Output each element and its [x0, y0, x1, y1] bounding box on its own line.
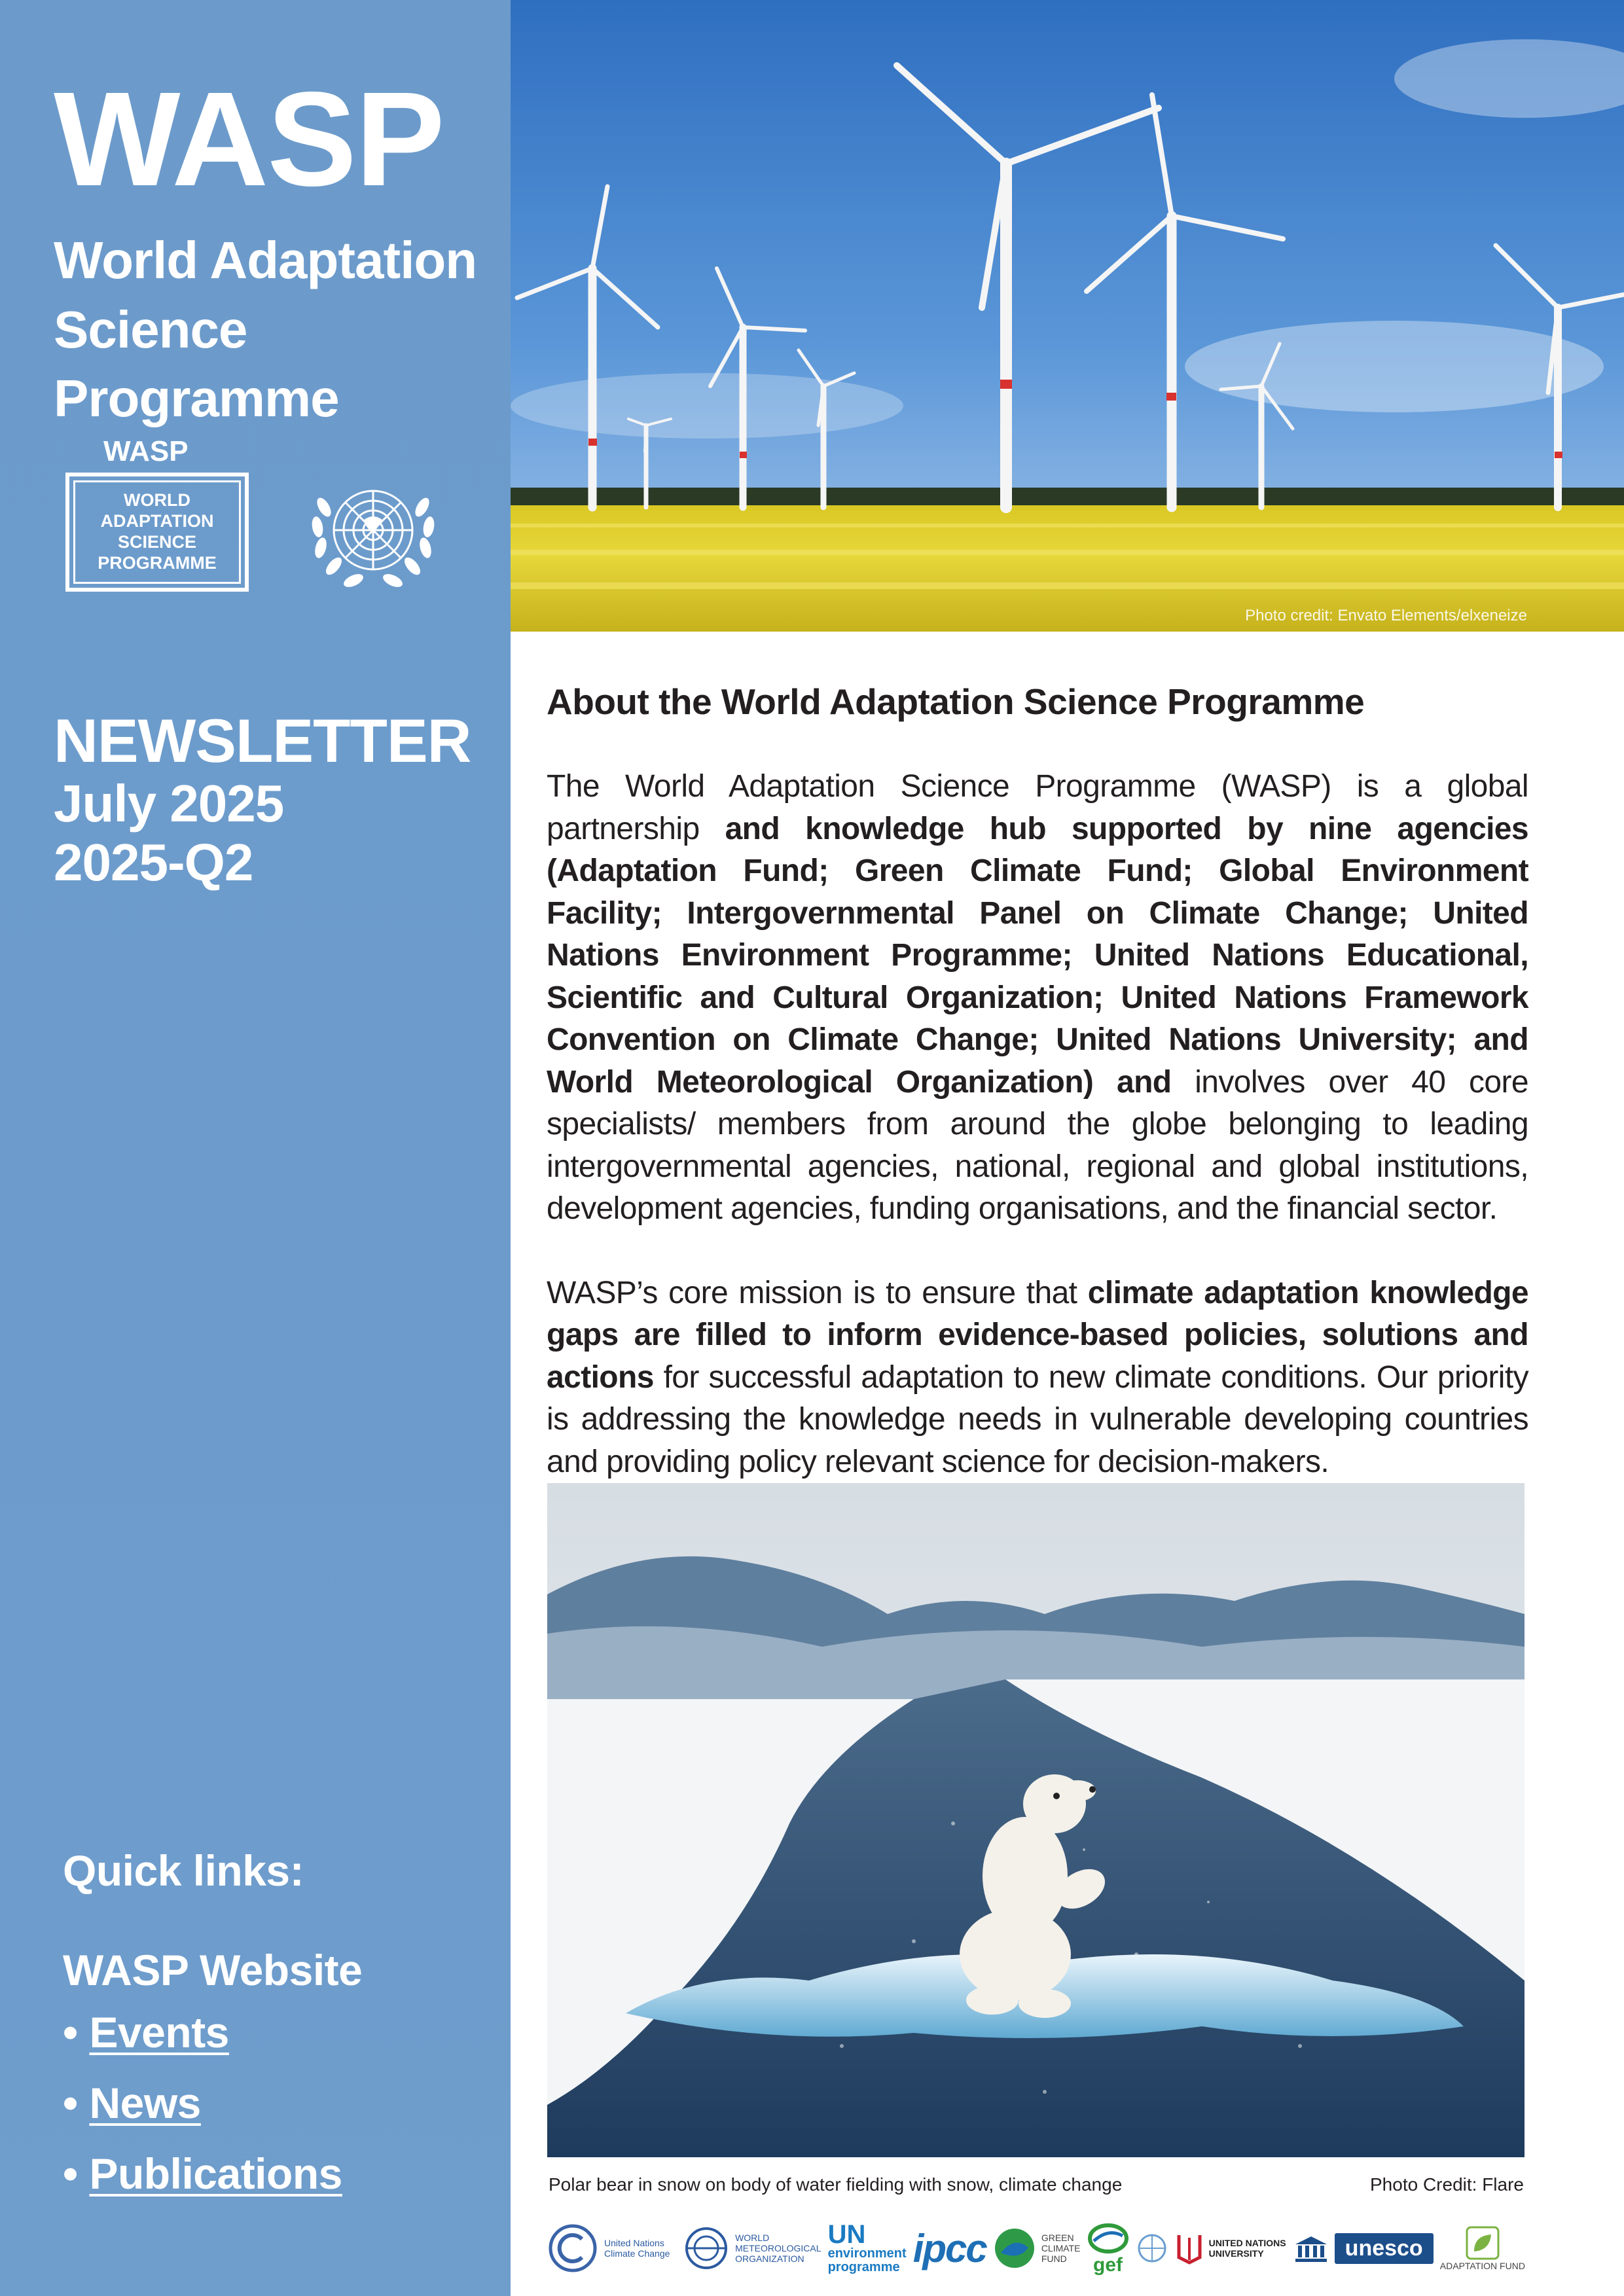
- para1-text: The World Adaptation Science Programme (WASP) is a global partnership: [547, 769, 1528, 846]
- quick-link-publications: [63, 2149, 362, 2198]
- bullet: •: [63, 2149, 78, 2198]
- un-emblem-icon: [298, 468, 448, 596]
- unesco-temple-icon: [1293, 2234, 1329, 2263]
- gef-logo: [1087, 2221, 1129, 2275]
- wasp-logo-label: WASP: [103, 435, 189, 467]
- unfccc-label: United Nations Climate Change: [604, 2237, 670, 2259]
- wasp-logo: [65, 473, 249, 592]
- brand-subtitle-line-2: Science Programme: [54, 300, 339, 428]
- wmo-logo: [683, 2225, 821, 2272]
- gcf-label: [1041, 2233, 1081, 2264]
- quick-links-title: Quick links:: [63, 1846, 304, 1895]
- bear-photo-credit: Photo Credit: Flare: [1370, 2174, 1524, 2195]
- brand-subtitle-line-1: World Adaptation: [54, 231, 477, 289]
- unfccc-emblem-icon: [547, 2222, 599, 2274]
- unesco-logo: [1293, 2233, 1434, 2264]
- wmo-label: [735, 2233, 821, 2264]
- ipcc-logo: [913, 2226, 986, 2271]
- para2-text-end: for successful adaptation to new climate conditions. Our priority is addressing the knowledge needs in vulnerable developing countries and providing policy relevant science for decision-makers.: [547, 1359, 1528, 1479]
- wmo-label-line: ORGANIZATION: [735, 2253, 804, 2265]
- bear-photo-caption-row: [549, 2174, 1524, 2195]
- brand-subtitle: [54, 226, 511, 433]
- adaptation-fund-label: ADAPTATION FUND: [1439, 2261, 1525, 2271]
- wind-turbines-photo: [511, 0, 1624, 632]
- polar-bear-illustration: [547, 1483, 1525, 2157]
- adaptation-fund-leaf-icon: [1465, 2225, 1500, 2261]
- sidebar: [0, 0, 511, 2296]
- wasp-website-link[interactable]: WASP Website: [63, 1946, 363, 1994]
- partner-logos: [547, 2212, 1525, 2284]
- wasp-logo-line: SCIENCE: [117, 532, 197, 552]
- news-link[interactable]: News: [89, 2079, 201, 2127]
- para1-bold: and knowledge hub supported by nine agencies (Adaptation Fund; Green Climate Fund; Global Environment Facility; Intergovernmental Panel on Climate Change; United Nations Environment Programme; United Nations Educational, Scientific and Cultural Organization; United Nations Framework Convention on Climate Change; United Nations University; and World Meteorological Organization) and: [547, 811, 1528, 1100]
- un-small-logo: [1136, 2232, 1168, 2265]
- gef-label: gef: [1093, 2254, 1123, 2276]
- unfccc-logo: [547, 2222, 676, 2274]
- gcf-logo: [993, 2227, 1081, 2270]
- unu-label: [1209, 2238, 1286, 2259]
- adaptation-fund-logo: [1440, 2225, 1525, 2271]
- unep-label: [828, 2222, 907, 2274]
- about-title: About the World Adaptation Science Programme: [547, 681, 1365, 722]
- gcf-label-line: GREEN: [1041, 2232, 1074, 2243]
- ipcc-label: ipcc: [912, 2226, 986, 2270]
- unep-label-un: UN: [827, 2220, 866, 2249]
- quick-link-news: [63, 2081, 362, 2125]
- publications-link[interactable]: Publications: [89, 2149, 342, 2198]
- brand-title: WASP: [54, 64, 444, 214]
- unep-label-line: environment: [827, 2246, 907, 2261]
- wmo-emblem-icon: [683, 2225, 730, 2272]
- gcf-label-line: FUND: [1041, 2253, 1067, 2265]
- events-link[interactable]: Events: [89, 2008, 229, 2056]
- para1-text-end: involves over 40 core specialists/ members from around the globe belonging to leading intergovernmental agencies, national, regional and global institutions, development agencies, funding organisations, and the financial sector.: [547, 1064, 1529, 1226]
- unep-label-line: programme: [827, 2260, 900, 2274]
- gcf-label-line: CLIMATE: [1041, 2242, 1081, 2253]
- about-paragraph-1: [547, 766, 1528, 1230]
- bullet: •: [63, 2079, 78, 2127]
- wmo-label-line: METEOROLOGICAL: [735, 2242, 821, 2253]
- para2-bold: climate adaptation knowledge gaps are filled to inform evidence-based policies, solutions and actions: [547, 1275, 1528, 1395]
- bullet: •: [63, 2008, 78, 2056]
- unu-label-line: UNIVERSITY: [1208, 2248, 1264, 2259]
- para2-text: WASP’s core mission is to ensure that: [547, 1275, 1088, 1310]
- about-section: [547, 681, 1528, 1483]
- gcf-emblem-icon: [993, 2227, 1036, 2270]
- wasp-logo-line: WORLD: [124, 490, 190, 511]
- unu-logo: [1175, 2231, 1286, 2265]
- unu-label-line: UNITED NATIONS: [1208, 2237, 1286, 2248]
- hero-photo-credit: Photo credit: Envato Elements/elxeneize: [1245, 607, 1527, 624]
- bear-photo-caption: Polar bear in snow on body of water fielding with snow, climate change: [549, 2174, 1123, 2195]
- un-small-emblem-icon: [1136, 2232, 1168, 2265]
- unep-logo: [828, 2222, 907, 2274]
- newsletter-block: [54, 707, 471, 892]
- wasp-logo-line: PROGRAMME: [98, 552, 217, 573]
- newsletter-quarter: 2025-Q2: [54, 833, 253, 891]
- quick-link-events: [63, 2008, 362, 2056]
- gef-emblem-icon: [1087, 2221, 1129, 2255]
- wmo-label-line: WORLD: [735, 2232, 770, 2243]
- newsletter-title: NEWSLETTER: [54, 706, 471, 775]
- newsletter-date: July 2025: [54, 774, 284, 833]
- unesco-label: unesco: [1335, 2233, 1434, 2264]
- wind-farm-illustration: [511, 0, 1624, 632]
- wasp-logo-line: ADAPTATION: [100, 511, 214, 531]
- polar-bear-photo: [547, 1483, 1525, 2157]
- wasp-logo-inner: [73, 480, 241, 584]
- af-mark: [1440, 2225, 1525, 2271]
- unu-emblem-icon: [1175, 2231, 1204, 2265]
- gef-mark: [1087, 2221, 1129, 2275]
- quick-links: [63, 1846, 362, 2223]
- about-paragraph-2: [547, 1272, 1528, 1484]
